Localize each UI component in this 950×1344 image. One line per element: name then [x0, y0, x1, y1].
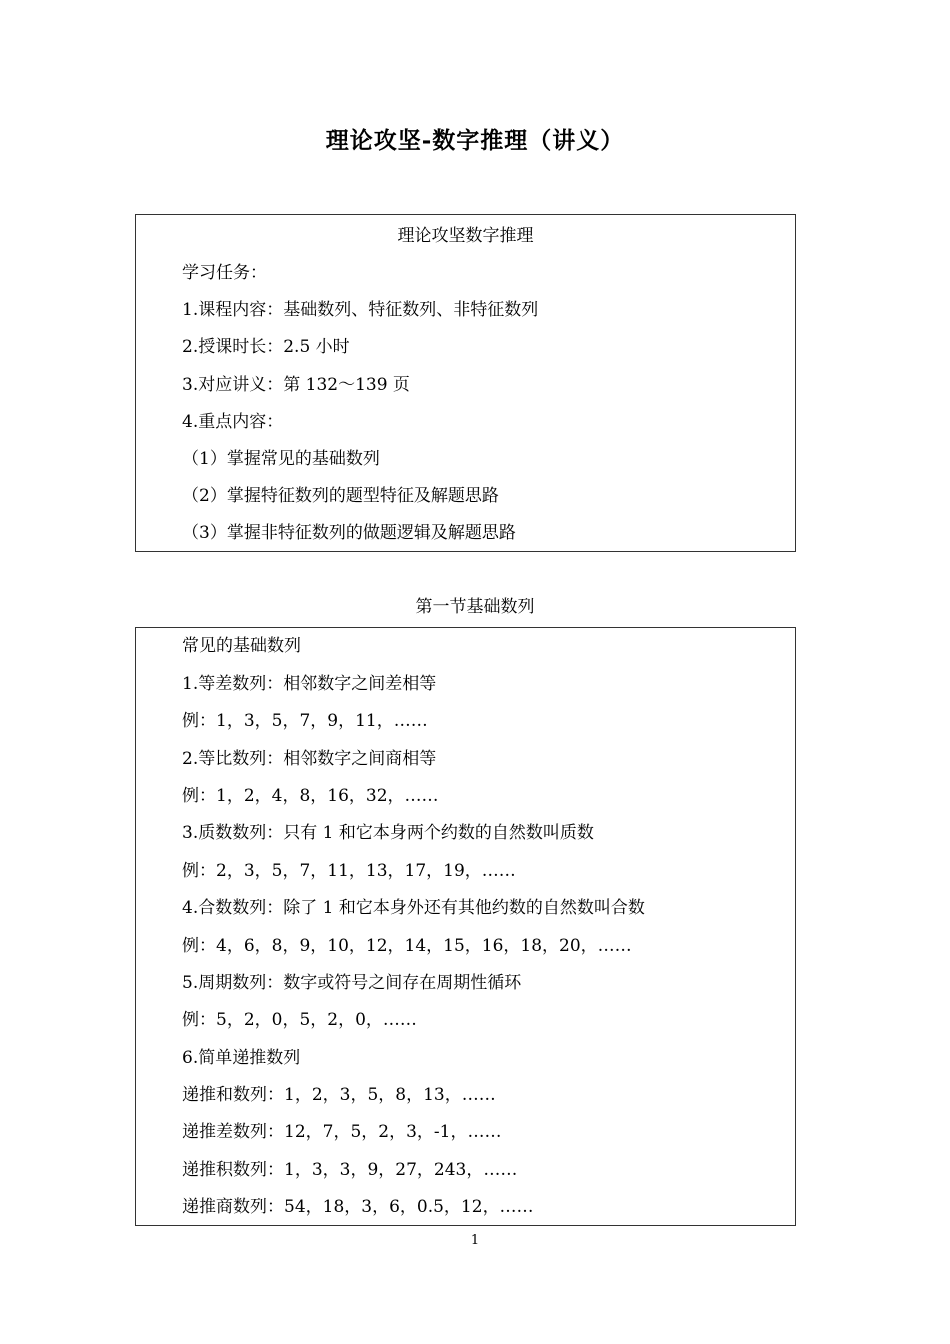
key-content-label: 4.重点内容：	[182, 412, 284, 432]
page-number: 1	[470, 1233, 480, 1248]
duration-line: 2.授课时长：2.5 小时	[182, 337, 350, 357]
section-title: 第一节基础数列	[415, 597, 535, 617]
content-line: 5.周期数列：数字或符号之间存在周期性循环	[182, 973, 522, 993]
content-line: 例：1，2，4，8，16，32，……	[182, 786, 439, 806]
course-content-line: 1.课程内容：基础数列、特征数列、非特征数列	[182, 300, 539, 320]
key-point-1: （1）掌握常见的基础数列	[182, 449, 380, 469]
content-line: 递推商数列：54，18，3，6，0.5，12，……	[182, 1197, 534, 1217]
content-line: 例：2，3，5，7，11，13，17，19，……	[182, 861, 516, 881]
content-line: 2.等比数列：相邻数字之间商相等	[182, 749, 437, 769]
content-line: 递推和数列：1，2，3，5，8，13，……	[182, 1085, 496, 1105]
content-line: 1.等差数列：相邻数字之间差相等	[182, 674, 437, 694]
content-line: 例：1，3，5，7，9，11，……	[182, 711, 428, 731]
content-line: 递推积数列：1，3，3，9，27，243，……	[182, 1160, 518, 1180]
key-point-2: （2）掌握特征数列的题型特征及解题思路	[182, 486, 499, 506]
content-line: 递推差数列：12，7，5，2，3，-1，……	[182, 1122, 502, 1142]
box-heading: 理论攻坚数字推理	[397, 226, 534, 246]
content-line: 3.质数数列：只有 1 和它本身两个约数的自然数叫质数	[182, 823, 594, 843]
handout-pages-line: 3.对应讲义：第 132～139 页	[182, 375, 410, 395]
basic-sequence-box	[135, 627, 796, 1226]
key-point-3: （3）掌握非特征数列的做题逻辑及解题思路	[182, 523, 516, 543]
content-line: 常见的基础数列	[182, 636, 301, 656]
document-title: 理论攻坚-数字推理（讲义）	[325, 127, 625, 154]
content-line: 4.合数数列：除了 1 和它本身外还有其他约数的自然数叫合数	[182, 898, 645, 918]
content-line: 6.简单递推数列	[182, 1048, 301, 1068]
learning-task-box	[135, 214, 796, 552]
content-line: 例：4，6，8，9，10，12，14，15，16，18，20，……	[182, 936, 632, 956]
content-line: 例：5，2，0，5，2，0，……	[182, 1010, 417, 1030]
task-label: 学习任务：	[182, 263, 267, 283]
